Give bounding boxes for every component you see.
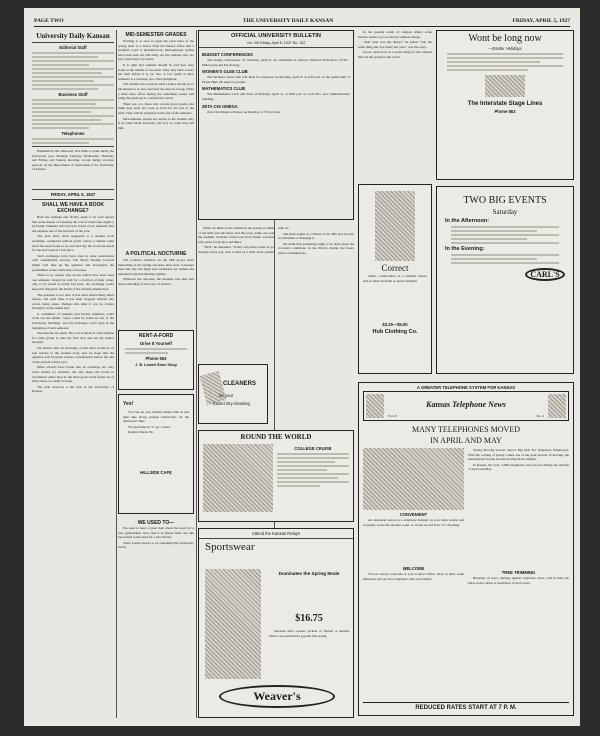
rent-a-ford-ad <box>118 330 194 390</box>
column-four <box>278 30 354 718</box>
sportswear-ad: Attend the Kansas Relays Sportswear Dominates the Spring Mode $16.75 Separate little sweater jackets of flannel or knitted fabrics are enormously popular this spring. Weaver's <box>198 528 354 718</box>
editorial-staff-label: Editorial Staff <box>59 45 87 50</box>
weavers-logo: Weaver's <box>219 685 335 708</box>
editorial-title: SHALL WE HAVE A BOOK EXCHANGE? <box>42 202 104 214</box>
telephone-operator-icon <box>548 394 566 418</box>
sportswear-figure <box>205 569 261 679</box>
world-sub: COLLEGE CRUISE <box>294 446 332 451</box>
correct-title: Correct <box>381 263 409 273</box>
hillside-cafe-name: HILLSIDE CAFE <box>140 470 172 475</box>
sportswear-top: Attend the Kansas Relays <box>251 531 301 536</box>
carls-logo: CARL'S <box>525 268 565 281</box>
column-two: MID-SEMESTER GRADES Nothing is so sure to upset the even tenor of the spring term as a notice from the Dean's office that a student's work is unsatisfactory. Mid-semester grades have been sent out and many are the students who are now resolving to do better. It is right that students should be told how they stand at the middle of the term. They may then correct the fault before it is too late. A low grade at mid-semester is a warning, not a final judgment. The student who receives such a notice should go to his instructor at once and find out what is wrong. Often a little extra effort during the remaining weeks will bring the grade up to a satisfactory level. There are, too, those who receive good grades and think they need not work so hard for the rest of the term. They will be surprised at the end of the semester. Mid-semester grades are useful to the student only if he takes them seriously and acts on what they tell him. A POLITICAL NOCTURNE The political situation on the Hill grows more interesting as the spring elections draw near. Caucuses meet late into the night and candidates are named and unnamed with bewildering rapidity. Whatever the outcome, the students who take part learn something of the ways of politics. RENT-A-FORD Drive It Yourself Phone 653 J. B. Lowell Shoe Shop Yes! You can eat your Sunday dinner with us and then take along enough sandwiches for the afternoon's hike. We specialize in "to go" orders. Regular Meals 35c HILLSIDE CAFE WE USED TO— We used to hear a great deal about the need for a new gymnasium. Now that it is almost built, the talk has turned to the need for a new library. There seems always to be something the University needs. <box>118 32 194 550</box>
issue-date: FRIDAY, APRIL 5, 1927 <box>512 17 570 24</box>
telephone-headline-2: IN APRIL AND MAY <box>430 436 502 445</box>
bulletin-item-3: ZETA CHI OMEGA <box>202 103 238 109</box>
cleaners-logo-icon <box>199 371 226 405</box>
hillside-cafe-ad: Yes! You can eat your Sunday dinner with us and then take along enough sandwiches for the afternoon's hike. We specialize in "to go" orders. Regular Meals 35c HILLSIDE CAFE <box>118 394 194 514</box>
column-editorial <box>32 30 114 718</box>
telephone-vol: Vol. II <box>388 414 397 419</box>
hillside-yes: Yes! <box>123 401 134 407</box>
political-nocturne-title: A POLITICAL NOCTURNE <box>125 251 187 257</box>
telephone-bell-icon <box>366 394 384 418</box>
telephone-headline-1: MANY TELEPHONES MOVED <box>412 425 520 434</box>
world-cruise-photo <box>203 444 273 512</box>
telephone-news-ad: A GREATER TELEPHONE SYSTEM FOR KANSAS Kansas Telephone News Vol. II No. 4 MANY TELEPHONES MOVED IN APRIL AND MAY CONVENIENT An extension station is a telephone bridged on your main station and is usually located in another room, or on the second floor of a dwelling. WELCOME You are always welcome at your Central Office. Drop in there some afternoon and see how telephone calls are handled. Spring Moving Season. Above Big Task For Telephone Employees. With the coming of spring comes one of the peak periods of moving, the householder's break and the moving man's delight. In Kansas last year, 3,000 telephones were moved during the months of April and May. TREE TRIMMING Branches of trees, rubbing against telephone wires, will in time rub holes in the cables or insulation of drop wires. REDUCED RATES START AT 7 P. M. <box>358 382 574 716</box>
telephone-news-title: Kansas Telephone News <box>426 400 506 409</box>
cleaners-sub: for your <box>219 393 234 398</box>
telephone-banner: A GREATER TELEPHONE SYSTEM FOR KANSAS <box>416 385 516 390</box>
shoe-shop-name: J. B. Lowell Shoe Shop <box>135 363 177 367</box>
university-bulletin: OFFICIAL UNIVERSITY BULLETIN Vol. VIII Friday, April 5, 1927 No. 152 BUDGET CONFERENCES The budget conferences for Saturday, April 6, are scheduled as follows: Physical Education, 10:30—Philosophy and Psychology. WOMEN'S GLEE CLUB The Women's Glee Club will meet for rehearsal on Monday, April 8, at 4:30 p.m. in the auditorium of Fraser Hall. All must be present. MATHEMATICS CLUB The Mathematics Club will meet on Monday, April 11, at 8:00 p.m. in room 201, new Administration building. ZETA CHI OMEGA Zeta Chi Omega will meet on Monday at 7:30 o'clock. <box>198 30 354 220</box>
hub-clothing-ad: Correct Shirts—comfortable as a summer breeze and as smart and trim as sports demand. $3.25—$5.00 Hub Clothing Co. <box>358 184 432 374</box>
editorial-body: Both the students and faculty seem to be well agreed that some means of lowering the cost of textbooks ought to be found. Students who buy new books every semester find the expense one of the heaviest of the year. The plan most often suggested is a student book exchange, conducted without profit, where a student could leave his used books to be sold and buy the books he needs for the next term at a fair price. Such exchanges have been tried at other universities with considerable success. The Men's Student Council might well take up the question and investigate the possibilities at the University of Kansas. There is no reason why books which have been used one semester should be sold for a fraction of their value, only to be resold at nearly full price. An exchange would keep this margin in the hands of the students themselves. The question is not new. It has been raised many times before, and each time it has been dropped without any action being taken. Perhaps this time it can be carried through to some useful end. A committee of students and faculty members could work out the details. Space could be found in one of the University buildings, and the exchange could open at the beginning of next semester. The benefits are plain. The cost is small. It only remains for some group to take the first step and see the matter through. We believe that an exchange of this kind would be of real service to the student body, and we hope that the question will be given serious consideration before the end of the present school year. Other schools have found that an exchange not only saves money for students, but also keeps the books in circulation where they do the most good. Used books are of little value on a shelf at home. The plan deserves a fair trial at the University of Kansas. <box>32 215 114 394</box>
paper-title: THE UNIVERSITY DAILY KANSAN <box>242 17 334 24</box>
rent-a-ford-phone: Phone 653 <box>145 356 167 361</box>
newspaper-page <box>24 8 580 726</box>
sportswear-price: $16.75 <box>295 613 323 624</box>
column-five-story: In the general realm of campus affairs some matters seem to go on forever without change. "And what was she doing?" he asked. "Oh, the same thing she was doing last year," was the reply. Good, clean news is a better thing for the campus than all the gossip in the world. <box>358 30 432 59</box>
editorial-date: FRIDAY, APRIL 5, 1927 <box>50 192 96 197</box>
stage-sub: —Easter Holidays <box>488 46 522 51</box>
bulletin-item-1: WOMEN'S GLEE CLUB <box>202 69 248 75</box>
column-ads-right <box>358 30 574 718</box>
telephone-footer: REDUCED RATES START AT 7 P. M. <box>363 702 569 711</box>
bulletin-item-0: BUDGET CONFERENCES <box>202 52 253 57</box>
stage-title: Wont be long now <box>468 33 542 44</box>
mid-semester-title: MID-SEMESTER GRADES <box>125 32 187 38</box>
events-day: Saturday <box>492 208 518 216</box>
we-used-to-title: WE USED TO— <box>137 520 175 526</box>
correct-price: $3.25—$5.00 <box>382 322 408 327</box>
bulletin-title: OFFICIAL UNIVERSITY BULLETIN <box>231 33 321 39</box>
cleaners-title: CLEANERS <box>223 381 257 387</box>
events-title: TWO BIG EVENTS <box>463 195 547 206</box>
political-nocturne-body: The political situation on the Hill grows more interesting as the spring elections draw near. Caucuses meet late into the night and candidates are named and unnamed with bewildering rapidity. Whatever the outcome, the students who take part learn something of the ways of politics. <box>118 258 194 286</box>
hub-clothing-name: Hub Clothing Co. <box>372 329 418 335</box>
sportswear-title: Sportswear <box>205 541 255 553</box>
correct-figure <box>375 191 415 261</box>
page-masthead <box>34 15 570 27</box>
telephones-label: Telephones <box>61 131 85 136</box>
telephone-photo <box>363 448 464 510</box>
stage-lines-ad <box>436 30 574 180</box>
world-title: ROUND THE WORLD <box>240 433 312 441</box>
bulletin-item-2: MATHEMATICS CLUB <box>202 86 246 92</box>
sportswear-tag: Dominates the Spring Mode <box>278 571 340 576</box>
entry-notice: Published in the afternoon, five times a week during the University year, Monday, Tuesday, Wednesday, Thursday and Friday, and Sunday morning, except during vacation periods, by the Department of Journalism of the University of Kansas. <box>32 149 114 172</box>
mid-semester-body: Nothing is so sure to upset the even tenor of the spring term as a notice from the Dean's office that a student's work is unsatisfactory. Mid-semester grades have been sent out and many are the students who are now resolving to do better. It is right that students should be told how they stand at the middle of the term. They may then correct the fault before it is too late. A low grade at mid-semester is a warning, not a final judgment. The student who receives such a notice should go to his instructor at once and find out what is wrong. Often a little extra effort during the remaining weeks will bring the grade up to a satisfactory level. There are, too, those who receive good grades and think they need not work so hard for the rest of the term. They will be surprised at the end of the semester. Mid-semester grades are useful to the student only if he takes them seriously and acts on what they tell him. <box>118 39 194 130</box>
telephone-sub-2: WELCOME <box>402 566 425 571</box>
cleaners-ad <box>198 364 268 424</box>
business-staff-label: Business Staff <box>58 92 88 97</box>
page-number: PAGE TWO <box>34 17 64 24</box>
telephone-sub-3: TREE TRIMMING <box>501 570 536 575</box>
events-afternoon: In the Afternoon: <box>445 218 490 224</box>
events-evening: In the Evening: <box>445 246 485 252</box>
rent-a-ford-sub: Drive It Yourself <box>140 341 172 346</box>
stage-phone: Phone 863 <box>494 109 516 114</box>
cleaners-sub2: Easter Dry-cleaning <box>213 401 250 406</box>
stage-line: The Interstate Stage Lines <box>467 101 543 107</box>
business-list <box>32 99 114 129</box>
two-big-events-ad <box>436 186 574 374</box>
column-three-story: When we think of the campus in the spring we think of the hills and the lilacs and the long walks out past the stadium. Students come back from Easter vacation with plans for picnics and hikes. "Well," he remarked, "if they only knew what we go through every day, they would be a little more patient with us." The little engine is a fixture of the Hill and nobody would think of changing it. We think that something ought to be done about the crowded conditions in the library during the hours before examinations. <box>198 226 354 255</box>
staff-list <box>32 52 114 90</box>
telephone-num: No. 4 <box>536 414 544 419</box>
telephone-sub-1: CONVENIENT <box>399 512 428 517</box>
bulletin-sub: Vol. VIII Friday, April 5, 1927 No. 152 <box>246 41 306 45</box>
paper-nameplate: University Daily Kansan <box>36 32 110 40</box>
stage-bus-icon <box>485 75 525 97</box>
rent-a-ford-title: RENT-A-FORD <box>138 333 174 339</box>
